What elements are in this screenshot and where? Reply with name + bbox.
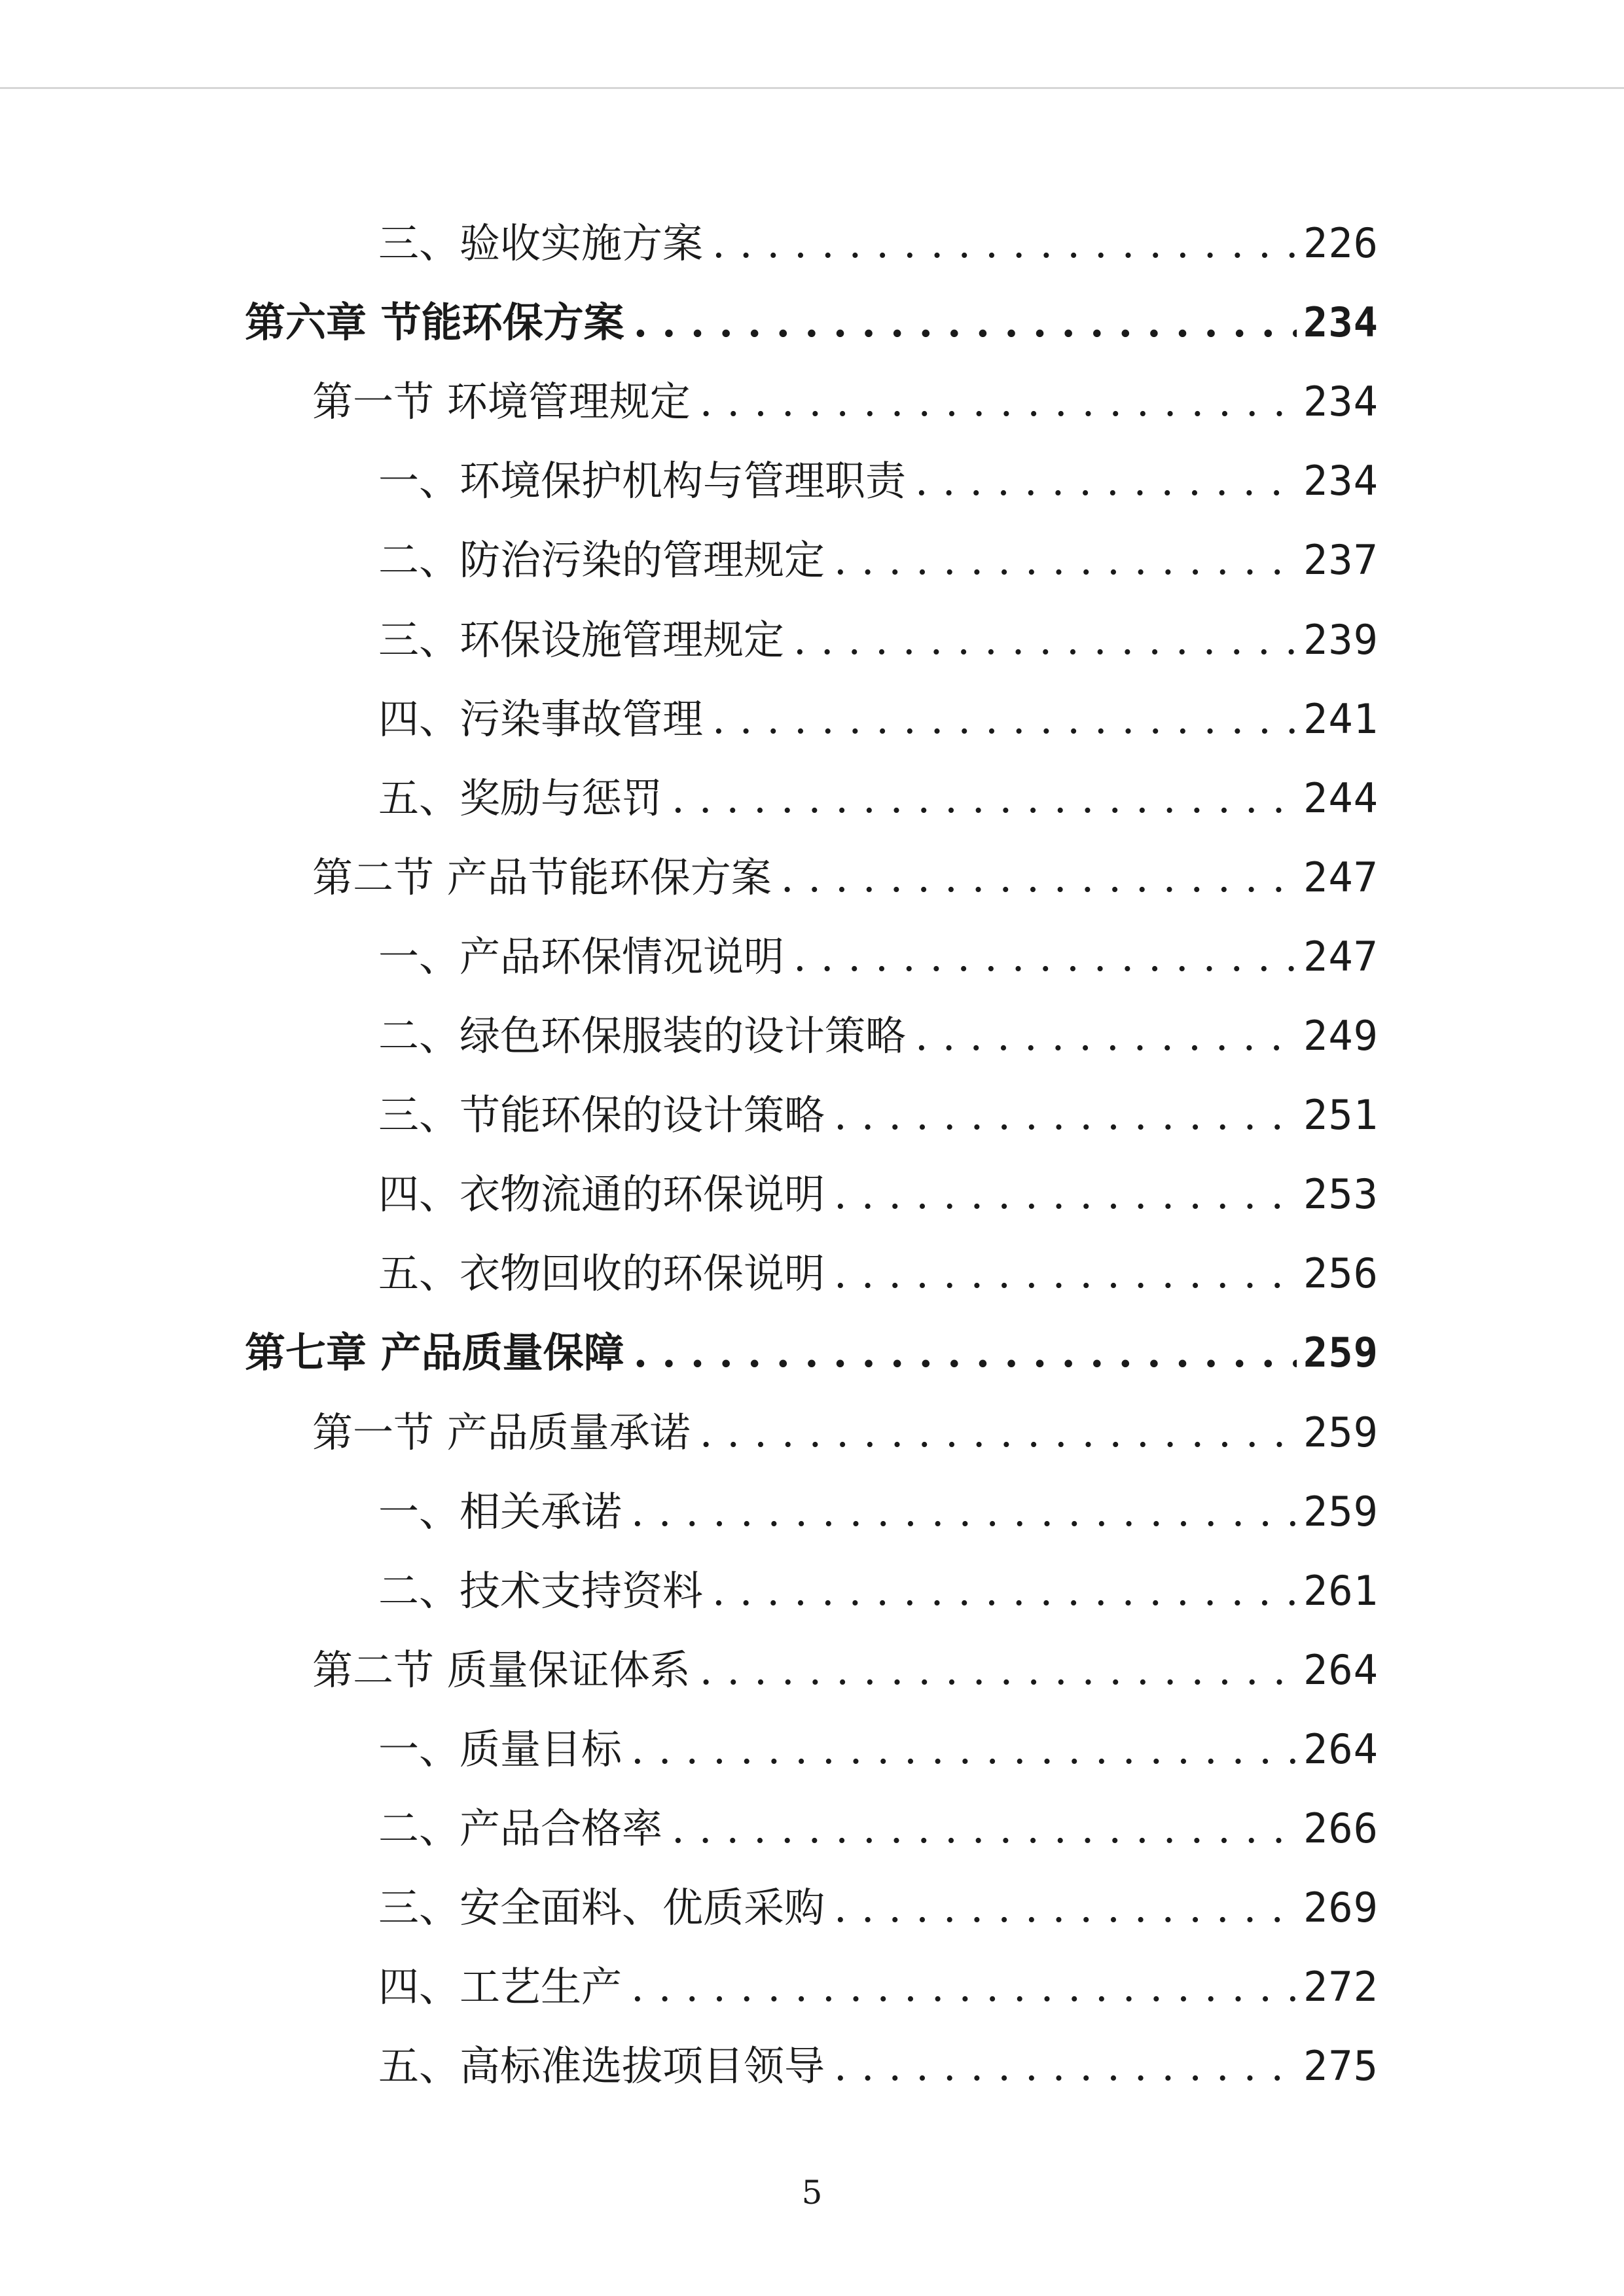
toc-entry-title: 四、污染事故管理 bbox=[378, 694, 704, 743]
toc-dot-leader bbox=[906, 455, 1297, 507]
toc-subsection-entry bbox=[378, 1089, 1379, 1141]
toc-subsection-entry bbox=[378, 1723, 1379, 1776]
toc-entry-page-number: 261 bbox=[1303, 1566, 1379, 1615]
toc-entry-page-number: 234 bbox=[1303, 378, 1379, 426]
toc-entry-page-number: 247 bbox=[1303, 932, 1379, 980]
toc-section-entry bbox=[312, 1644, 1379, 1696]
toc-entry-page-number: 269 bbox=[1303, 1884, 1379, 1932]
toc-entry-page-number: 244 bbox=[1303, 774, 1379, 822]
toc-dot-leader bbox=[906, 1010, 1297, 1062]
toc-dot-leader bbox=[662, 1803, 1297, 1855]
toc-entry-title: 第六章 节能环保方案 bbox=[245, 298, 624, 347]
toc-dot-leader bbox=[622, 1486, 1297, 1538]
toc-dot-leader bbox=[825, 1882, 1297, 1934]
toc-subsection-entry bbox=[378, 2040, 1379, 2092]
toc-entry-title: 一、环境保护机构与管理职责 bbox=[378, 457, 907, 505]
toc-entry-title: 三、验收实施方案 bbox=[378, 219, 704, 267]
toc-dot-leader bbox=[703, 217, 1297, 270]
toc-entry-title: 三、安全面料、优质采购 bbox=[378, 1884, 825, 1932]
toc-section-entry bbox=[312, 852, 1379, 904]
toc-entry-title: 三、环保设施管理规定 bbox=[378, 615, 785, 664]
toc-entry-title: 第二节 产品节能环保方案 bbox=[312, 853, 772, 901]
toc-entry-page-number: 259 bbox=[1303, 1487, 1379, 1535]
toc-dot-leader bbox=[825, 1089, 1297, 1141]
toc-dot-leader bbox=[825, 534, 1297, 586]
toc-entry-title: 四、衣物流通的环保说明 bbox=[378, 1170, 825, 1219]
toc-subsection-entry bbox=[378, 455, 1379, 507]
toc-chapter-entry bbox=[245, 296, 1379, 349]
toc-entry-page-number: 247 bbox=[1303, 853, 1379, 901]
toc-dot-leader bbox=[772, 852, 1297, 904]
toc-entry-title: 第一节 产品质量承诺 bbox=[312, 1408, 691, 1456]
toc-dot-leader bbox=[691, 1407, 1297, 1459]
toc-entry-title: 第七章 产品质量保障 bbox=[245, 1329, 624, 1377]
toc-entry-page-number: 251 bbox=[1303, 1091, 1379, 1139]
toc-entry-page-number: 253 bbox=[1303, 1170, 1379, 1219]
toc-dot-leader bbox=[825, 2040, 1297, 2092]
toc-entry-page-number: 226 bbox=[1303, 219, 1379, 267]
toc-subsection-entry bbox=[378, 534, 1379, 586]
toc-entry-page-number: 259 bbox=[1303, 1329, 1379, 1377]
toc-dot-leader bbox=[691, 1644, 1297, 1696]
toc-subsection-entry bbox=[378, 1247, 1379, 1300]
toc-entry-page-number: 256 bbox=[1303, 1249, 1379, 1298]
toc-entry-title: 一、产品环保情况说明 bbox=[378, 932, 785, 980]
toc-subsection-entry bbox=[378, 1168, 1379, 1221]
toc-entry-title: 五、高标准选拔项目领导 bbox=[378, 2042, 825, 2090]
toc-subsection-entry bbox=[378, 772, 1379, 825]
toc-entry-title: 三、节能环保的设计策略 bbox=[378, 1091, 825, 1139]
toc-dot-leader bbox=[622, 1723, 1297, 1776]
toc-subsection-entry bbox=[378, 1882, 1379, 1934]
toc-entry-page-number: 241 bbox=[1303, 694, 1379, 743]
toc-dot-leader bbox=[784, 931, 1297, 983]
toc-entry-title: 第一节 环境管理规定 bbox=[312, 378, 691, 426]
toc-subsection-entry bbox=[378, 614, 1379, 666]
toc-entry-page-number: 234 bbox=[1303, 457, 1379, 505]
toc-entry-page-number: 249 bbox=[1303, 1012, 1379, 1060]
toc-subsection-entry bbox=[378, 1803, 1379, 1855]
toc-subsection-entry bbox=[378, 1565, 1379, 1617]
toc-subsection-entry bbox=[378, 931, 1379, 983]
toc-dot-leader bbox=[691, 376, 1297, 428]
toc-dot-leader bbox=[622, 1961, 1297, 2013]
toc-subsection-entry bbox=[378, 217, 1379, 270]
toc-entry-title: 二、产品合格率 bbox=[378, 1804, 663, 1852]
toc-entry-title: 五、奖励与惩罚 bbox=[378, 774, 663, 822]
toc-entry-title: 四、工艺生产 bbox=[378, 1963, 623, 2011]
toc-subsection-entry bbox=[378, 1010, 1379, 1062]
toc-subsection-entry bbox=[378, 1961, 1379, 2013]
toc-entry-page-number: 234 bbox=[1303, 298, 1379, 347]
toc-entry-title: 一、质量目标 bbox=[378, 1725, 623, 1773]
toc-entry-title: 二、技术支持资料 bbox=[378, 1566, 704, 1615]
page-number: 5 bbox=[801, 2174, 823, 2212]
toc-dot-leader bbox=[624, 296, 1297, 349]
toc-entry-title: 五、衣物回收的环保说明 bbox=[378, 1249, 825, 1298]
toc-dot-leader bbox=[703, 693, 1297, 745]
toc-entry-page-number: 259 bbox=[1303, 1408, 1379, 1456]
toc-dot-leader bbox=[825, 1168, 1297, 1221]
toc-entry-page-number: 275 bbox=[1303, 2042, 1379, 2090]
toc-dot-leader bbox=[784, 614, 1297, 666]
toc-dot-leader bbox=[825, 1247, 1297, 1300]
toc-section-entry bbox=[312, 376, 1379, 428]
toc-entry-page-number: 239 bbox=[1303, 615, 1379, 664]
toc-subsection-entry bbox=[378, 1486, 1379, 1538]
toc-section-entry bbox=[312, 1407, 1379, 1459]
toc-entry-title: 第二节 质量保证体系 bbox=[312, 1645, 691, 1694]
toc-entry-title: 一、相关承诺 bbox=[378, 1487, 623, 1535]
toc-entry-page-number: 237 bbox=[1303, 536, 1379, 584]
toc-entry-title: 二、绿色环保服装的设计策略 bbox=[378, 1012, 907, 1060]
toc-subsection-entry bbox=[378, 693, 1379, 745]
toc-entry-page-number: 264 bbox=[1303, 1725, 1379, 1773]
toc-entry-title: 二、防治污染的管理规定 bbox=[378, 536, 825, 584]
toc-chapter-entry bbox=[245, 1327, 1379, 1379]
toc-entry-page-number: 266 bbox=[1303, 1804, 1379, 1852]
toc-dot-leader bbox=[703, 1565, 1297, 1617]
toc-entry-page-number: 272 bbox=[1303, 1963, 1379, 2011]
toc-dot-leader bbox=[624, 1327, 1297, 1379]
toc-dot-leader bbox=[662, 772, 1297, 825]
toc-entry-page-number: 264 bbox=[1303, 1645, 1379, 1694]
